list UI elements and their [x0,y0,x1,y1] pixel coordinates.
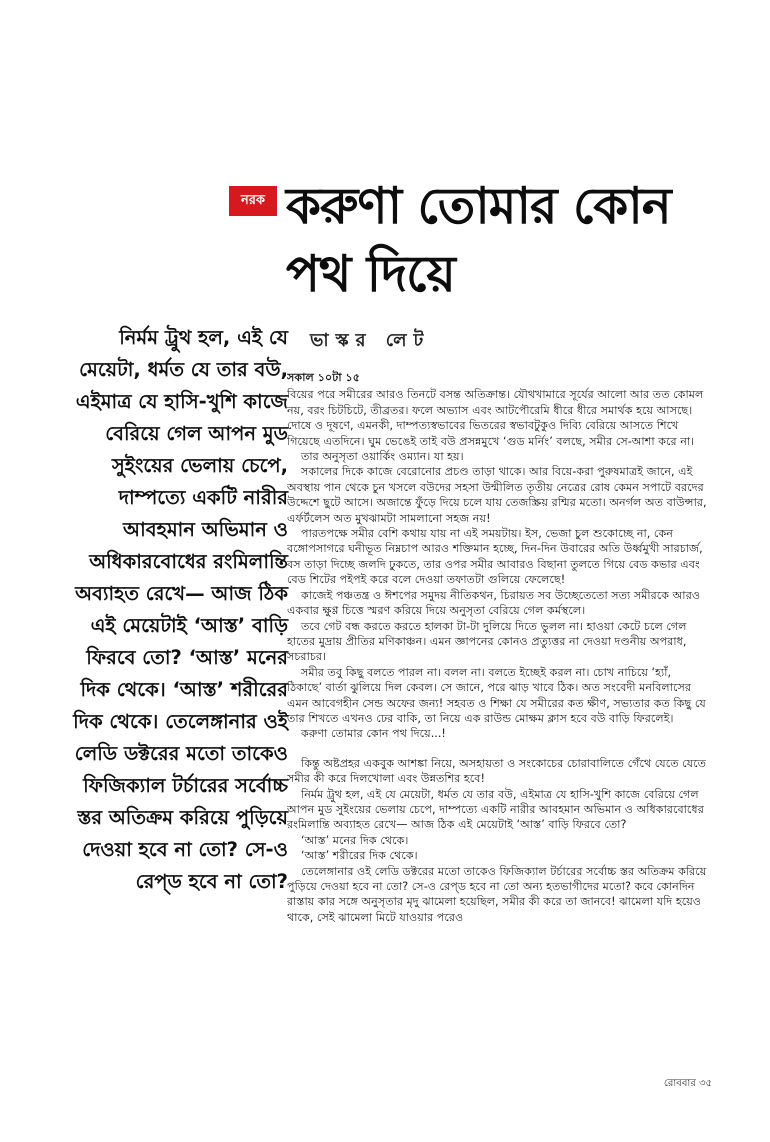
page-footer: রোববার ৩৫ [663,1078,712,1089]
paragraph: সকালের দিকে কাজে বেরোনোর প্রচণ্ড তাড়া থাকে। আর বিয়ে-করা পুরুষমাত্রই জানে, এই অবস্থায় পান থেকে চুন খসলে বউদের সহসা উন্মীলিত তৃতীয় নেত্রের রোষ কেমন সপাটে বরদের উদ্দেশে ছুটে আসে। অজান্তে ফুঁড়ে দিয়ে চলে যায় তেজস্ক্রিয় রশ্মির মতো। অনর্গল অত বাউন্সার, এর্ফর্টলেস অত মুখঝামটা সামলানো সহজ নয়! [287,465,707,525]
paragraph: ‘আস্ত’ মনের দিক থেকে। [301,833,409,847]
paragraph: তবে গেট বন্ধ করতে করতে হালকা টা-টা দুলিয়ে দিতে ভুলল না। হাওয়া কেটে চলে গেল হাতের মুদ্রায় প্রীতির মণিকাঞ্চন। এমন জ্ঞাপনের কোনও প্রত্যুত্তর না দেওয়া দণ্ডনীয় অপরাধ, সচরাচর। [287,619,687,664]
paragraph: করুণা তোমার কোন পথ দিয়ে...! [301,727,446,741]
article-body [287,370,707,1070]
article-title: করুণা তোমার কোন পথ দিয়ে [286,177,671,303]
paragraph: সমীর তবু কিছু বলতে পারল না। বলল না। বলতে ইচ্ছেই করল না। চোখ নাচিয়ে ‘হ্যাঁ, ঠিকাছে’ বার্তা ঝুলিয়ে দিল কেবল। সে জানে, পরে ঝাড় খাবে ঠিক। অত সংবেদী মনবিলাসের এমন আবেগহীন সেন্ড অফের জন্য! সহবত ও শিক্ষা যে সমীরের কত ক্ষীণ, সভ্যতার কত কিছু যে তার শিখতে এখনও ঢের বাকি, তা নিয়ে এক রাউন্ড মোক্ষম ক্লাস হবে বউ বাড়ি ফিরলেই। [287,665,706,725]
paragraph: তেলেঙ্গানার ওই লেডি ডক্টরের মতো তাকেও ফিজিক্যাল টর্চারের সর্বোচ্চ স্তর অতিক্রম করিয়ে পুড়িয়ে দেওয়া হবে না তো? সে-ও রেপ্‌ড হবে না তো অন্য হতভাগীদের মতো? কবে কোনদিন রাস্তায় কার সঙ্গে অনুসৃতার মৃদু ঝামেলা হয়েছিল, সমীর কী করে তা জানবে! ঝামেলা যদি হয়েও থাকে, সেই ঝামেলা মিটে যাওয়ার পরেও [287,864,707,924]
section-tag: নরক [229,186,277,216]
time-subhead: সকাল ১০টা ১৫ [287,371,360,384]
paragraph: কিন্তু অষ্টপ্রহর একবুক আশঙ্কা নিয়ে, অসহায়তা ও সংকোচের চোরাবালিতে গেঁথে যেতে যেতে সমীর কী করে দিলখোলা এবং উন্নতশির হবে! [287,756,707,786]
byline: ভাস্কর লেট [310,330,431,351]
paragraph: তার অনুসৃতা ওয়ার্কিং ওম্যান। যা হয়। [301,450,464,464]
paragraph: কাজেই পঞ্চতন্ত্র ও ঈশপের সমুদয় নীতিকথন, চিরায়ত সব উচ্ছেতেতো সত্য সমীরকে আরও একবার ক্ষুণ্ণ চিত্তে স্মরণ করিয়ে দিয়ে অনুসৃতা বেরিয়ে গেল কর্মস্থলে। [287,588,701,618]
paragraph: পারতপক্ষে সমীর বেশি কথায় যায় না এই সময়টায়। ইস, ভেজা চুল শুকোচ্ছে না, কেন বঙ্গোপসাগরে ঘনীভূত নিম্নচাপ আরও শক্তিমান হচ্ছে, দিন-দিন উবারের অতি উর্ধ্বমুখী সারচার্জ, বস তাড়া দিচ্ছে জলদি ঢুকতে, তার ওপর সমীর আবারও বিছানা তুলতে গিয়ে বেড কভার এবং বেড শিটের পইপই করে বলে দেওয়া তফাতটা গুলিয়ে ফেলেছে! [287,527,703,587]
paragraph: বিয়ের পরে সমীরের আরও তিনটে বসন্ত অতিক্রান্ত। যৌথখামারে সূর্যের আলো আর তত কোমল নয়, বরং চিটচিটে, তীব্রতর। ফলে অভ্যাস এবং আটপৌরেমি ধীরে ধীরে সমার্থক হয়ে আসছে। দোষে ও দূষণে, এমনকী, দাম্পত্যস্বভাবের ভিতরের স্বভাবটুকুও দিব্যি বেরিয়ে আসতে শিখে গিয়েছে এতদিনে। ঘুম ভেঙেই তাই বউ প্রসন্নমুখে ‘গুড মর্নিং’ বলছে, সমীর সে-আশা করে না। [287,388,704,448]
pull-quote: নির্মম ট্রুথ হল, এই যে মেয়েটা, ধর্মত যে তার বউ, এইমাত্র যে হাসি-খুশি কাজে বেরিয়ে গেল আপন মুড সুইংয়ের ভেলায় চেপে, দাম্পত্যে একটি নারীর আবহমান অভিমান ও অধিকারবোধের রংমিলান্তি অব্যাহত রেখে— আজ ঠিক এই মেয়েটাই ‘আস্ত’ বাড়ি ফিরবে তো? ‘আস্ত’ মনের দিক থেকে। ‘আস্ত’ শরীরের দিক থেকে। তেলেঙ্গানার ওই লেডি ডক্টরের মতো তাকেও ফিজিক্যাল টর্চারের সর্বোচ্চ স্তর অতিক্রম করিয়ে পুড়িয়ে দেওয়া হবে না তো? সে-ও রেপ্‌ড হবে না তো? [73,326,288,893]
paragraph: ‘আস্ত’ শরীরের দিক থেকে। [301,849,418,863]
paragraph: নির্মম ট্রুথ হল, এই যে মেয়েটা, ধর্মত যে তার বউ, এইমাত্র যে হাসি-খুশি কাজে বেরিয়ে গেল আপন মুড সুইংয়ের ভেলায় চেপে, দাম্পত্যে একটি নারীর আবহমান অভিমান ও অধিকারবোধের রংমিলান্তি অব্যাহত রেখে— আজ ঠিক এই মেয়েটাই ‘আস্ত’ বাড়ি ফিরবে তো? [287,787,704,832]
